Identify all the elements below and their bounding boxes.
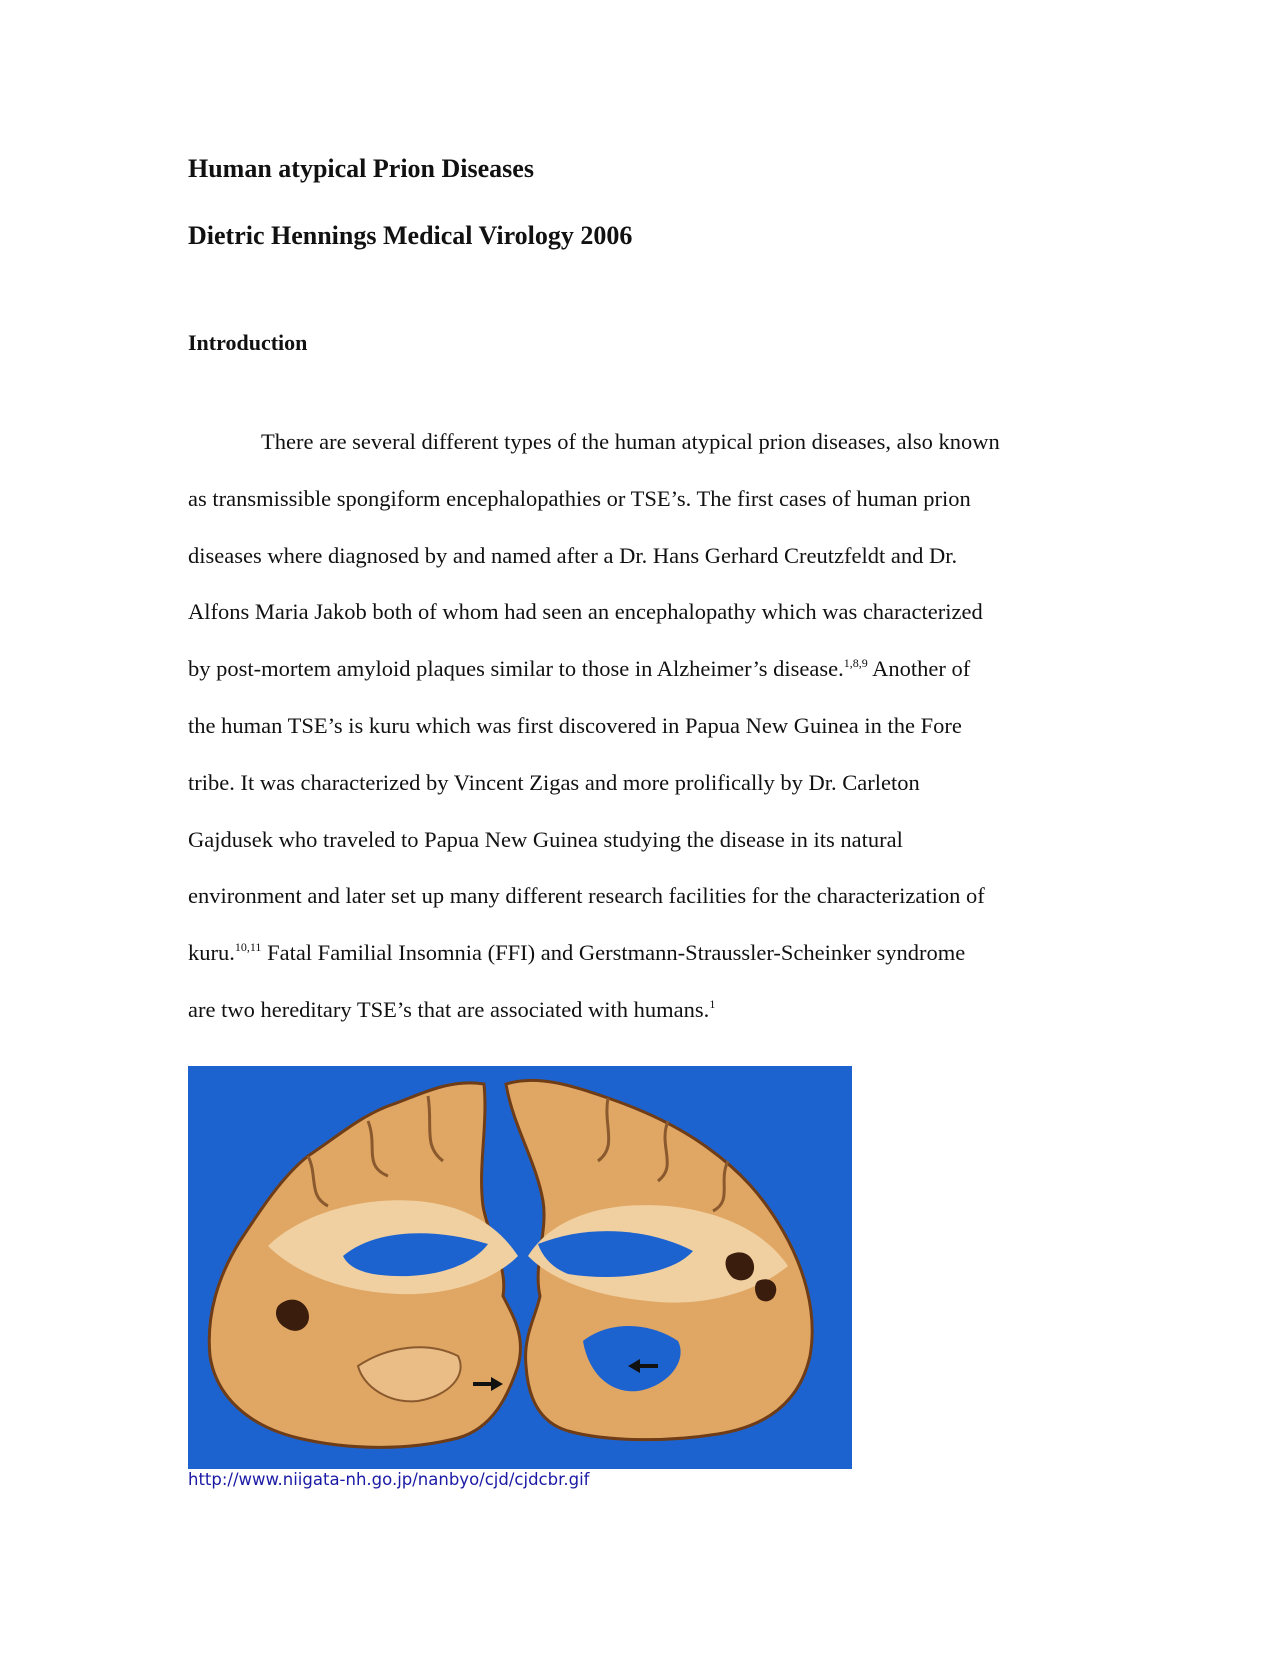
paragraph-line-text: There are several different types of the human atypical prion diseases, also known [261,429,1000,454]
paragraph-line [188,655,970,683]
paragraph-line-text-after: Another of [867,656,971,682]
paragraph-line [188,542,957,570]
brain-section-image [188,1066,852,1469]
paragraph-line [188,826,903,854]
paragraph-line [261,428,1000,456]
figure-source-link[interactable]: http://www.niigata-nh.go.jp/nanbyo/cjd/cjdcbr.gif [188,1470,590,1489]
citation-superscript: 10,11 [234,940,262,955]
document-subtitle: Dietric Hennings Medical Virology 2006 [188,221,633,250]
paragraph-line [188,712,962,740]
paragraph-line [188,996,715,1024]
paragraph-line-text: Gajdusek who traveled to Papua New Guinea studying the disease in its natural [188,826,903,852]
paragraph-line-text: as transmissible spongiform encephalopathies or TSE’s. The first cases of human prion [188,485,971,511]
paragraph-line-text: the human TSE’s is kuru which was first discovered in Papua New Guinea in the Fore [188,713,962,738]
paragraph-line-text: diseases where diagnosed by and named after a Dr. Hans Gerhard Creutzfeldt and Dr. [188,542,958,568]
paragraph-line-text: tribe. It was characterized by Vincent Zigas and more prolifically by Dr. Carleton [188,769,920,795]
citation-superscript: 1,8,9 [843,656,868,671]
paragraph-line [188,769,920,797]
paragraph-line [188,882,985,910]
paragraph-line-text: kuru. [188,940,235,966]
citation-superscript: 1 [709,997,716,1011]
paragraph-line [188,485,971,513]
paragraph-line-text-after: Fatal Familial Insomnia (FFI) and Gerstmann-Straussler-Scheinker syndrome [261,940,966,966]
paragraph-line-text: environment and later set up many different research facilities for the characterization of [188,883,985,909]
paragraph-line-text: are two hereditary TSE’s that are associated with humans. [188,997,710,1022]
paragraph-line-text: Alfons Maria Jakob both of whom had seen an encephalopathy which was characterized [188,599,983,625]
paragraph-line [188,939,965,967]
brain-section-figure [188,1066,852,1469]
paragraph-line-text: by post-mortem amyloid plaques similar to those in Alzheimer’s disease. [188,656,844,682]
document-title: Human atypical Prion Diseases [188,154,534,183]
section-heading: Introduction [188,330,308,355]
paragraph-line [188,598,983,626]
